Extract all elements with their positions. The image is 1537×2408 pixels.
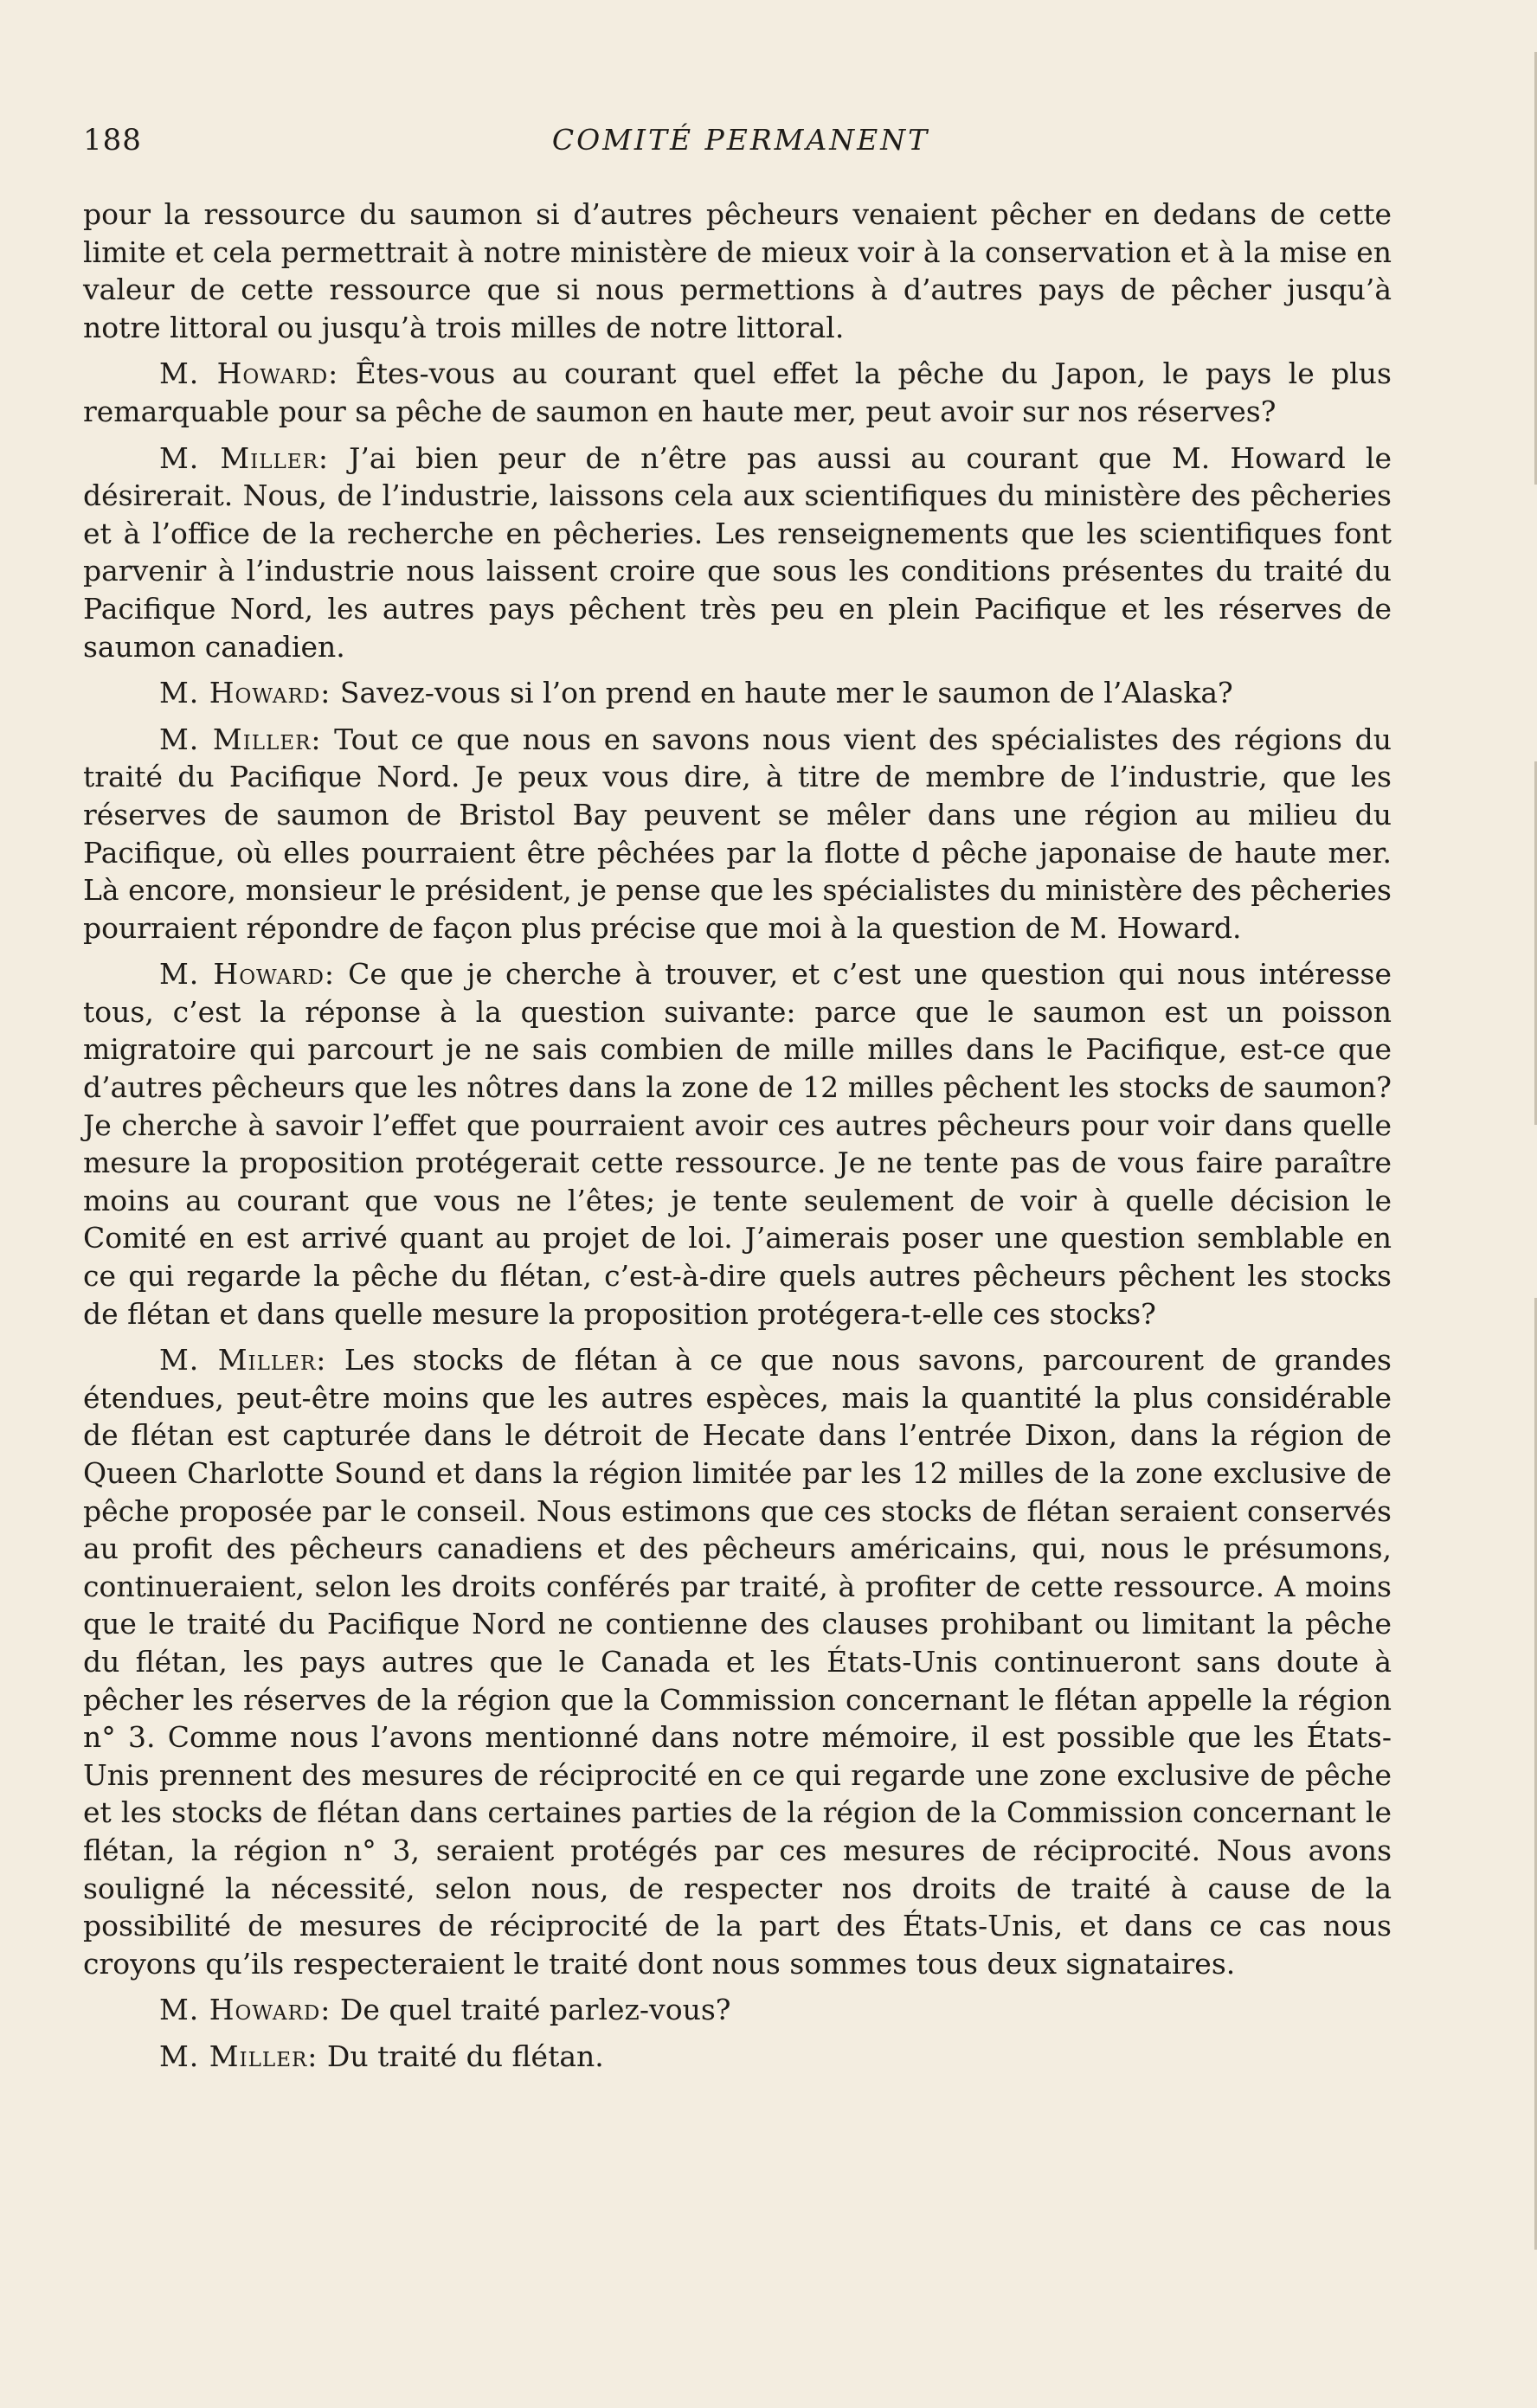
- speaker-label: M. Howard:: [159, 676, 331, 710]
- page-header: [83, 123, 1399, 166]
- speaker-label: M. Miller:: [159, 1343, 327, 1377]
- paragraph-text: Les stocks de flétan à ce que nous savons, parcourent de grandes étendues, peut-être moins que les autres espèces, mais la quantité la plus considérable de flétan est capturée dans le détroit de Hecate dans l’entrée Dixon, dans la région de Queen Charlotte Sound et dans la région limitée par les 12 milles de la zone exclusive de pêche proposée par le conseil. Nous estimons que ces stocks de flétan seraient conservés au profit des pêcheurs canadiens et des pêcheurs américains, qui, nous le présumons, continueraient, selon les droits conférés par traité, à profiter de cette ressource. A moins que le traité du Pacifique Nord ne contienne des clauses prohibant ou limitant la pêche du flétan, les pays autres que le Canada et les États-Unis continueront sans doute à pêcher les réserves de la région que la Commission concernant le flétan appelle la région n° 3. Comme nous l’avons mentionné dans notre mémoire, il est possible que les États-Unis prennent des mesures de réciprocité en ce qui regarde une zone exclusive de pêche et les stocks de flétan dans certaines parties de la région de la Commission concernant le flétan, la région n° 3, seraient protégés par ces mesures de réciprocité. Nous avons souligné la nécessité, selon nous, de respecter nos droits de traité à cause de la possibilité de mesures de réciprocité de la part des États-Unis, et dans ce cas nous croyons qu’ils respecteraient le traité dont nous sommes tous deux signataires.: [83, 1343, 1392, 1981]
- paragraph-text: Ce que je cherche à trouver, et c’est une question qui nous intéresse tous, c’est la réponse à la question suivante: parce que le saumon est un poisson migratoire qui parcourt je ne sais combien de mille milles dans le Pacifique, est-ce que d’autres pêcheurs que les nôtres dans la zone de 12 milles pêchent les stocks de saumon? Je cherche à savoir l’effet que pourraient avoir ces autres pêcheurs pour voir dans quelle mesure la proposition protégerait cette ressource. Je ne tente pas de vous faire paraître moins au courant que vous ne l’êtes; je tente seulement de voir à quelle décision le Comité en est arrivé quant au projet de loi. J’aimerais poser une question semblable en ce qui regarde la pêche du flétan, c’est-à-dire quels autres pêcheurs pêchent les stocks de flétan et dans quelle mesure la proposition protégera-t-elle ces stocks?: [83, 957, 1392, 1331]
- document-body: [83, 196, 1392, 2084]
- speaker-label: M. Miller:: [159, 440, 330, 475]
- running-title: COMITÉ PERMANENT: [551, 123, 930, 157]
- paragraph-text: Êtes-vous au courant quel effet la pêche du Japon, le pays le plus remarquable pour sa pêche de saumon en haute mer, peut avoir sur nos réserves?: [83, 356, 1392, 428]
- paragraph-text: Du traité du flétan.: [326, 2039, 604, 2073]
- speaker-label: M. Miller:: [159, 722, 322, 756]
- paragraph-text: Tout ce que nous en savons nous vient des spécialistes des régions du traité du Pacifique Nord. Je peux vous dire, à titre de membre de l’industrie, que les réserves de saumon de Bristol Bay peuvent se mêler dans une région au milieu du Pacifique, où elles pourraient être pêchées par la flotte d pêche japonaise de haute mer. Là encore, monsieur le président, je pense que les spécialistes du ministère des pêcheries pourraient répondre de façon plus précise que moi à la question de M. Howard.: [83, 722, 1392, 945]
- paragraph: [83, 955, 1392, 1332]
- paragraph-text: Savez-vous si l’on prend en haute mer le saumon de l’Alaska?: [339, 676, 1233, 710]
- page-number: 188: [83, 123, 142, 157]
- paragraph-text: J’ai bien peur de n’être pas aussi au courant que M. Howard le désirerait. Nous, de l’industrie, laissons cela aux scientifiques du ministère des pêcheries et à l’office de la recherche en pêcheries. Les renseignements que les scientifiques font parvenir à l’industrie nous laissent croire que sous les conditions présentes du traité du Pacifique Nord, les autres pays pêchent très peu en plein Pacifique et les réserves de saumon canadien.: [83, 440, 1392, 664]
- speaker-label: M. Howard:: [159, 1993, 331, 2027]
- paragraph: [83, 1991, 1392, 2029]
- speaker-label: M. Miller:: [159, 2039, 318, 2073]
- paragraph: [83, 2038, 1392, 2076]
- paragraph: [83, 355, 1392, 430]
- paragraph-text: pour la ressource du saumon si d’autres pêcheurs venaient pêcher en dedans de cette limite et cela permettrait à notre ministère de mieux voir à la conservation et à la mise en valeur de cette ressource que si nous permettions à d’autres pays de pêcher jusqu’à notre littoral ou jusqu’à trois milles de notre littoral.: [83, 197, 1392, 344]
- paragraph-text: De quel traité parlez-vous?: [339, 1993, 731, 2027]
- paragraph: [83, 440, 1392, 666]
- paragraph: [83, 1341, 1392, 1982]
- paragraph: [83, 674, 1392, 712]
- paragraph: [83, 196, 1392, 346]
- speaker-label: M. Howard:: [159, 356, 339, 391]
- speaker-label: M. Howard:: [159, 957, 336, 992]
- paragraph: [83, 721, 1392, 947]
